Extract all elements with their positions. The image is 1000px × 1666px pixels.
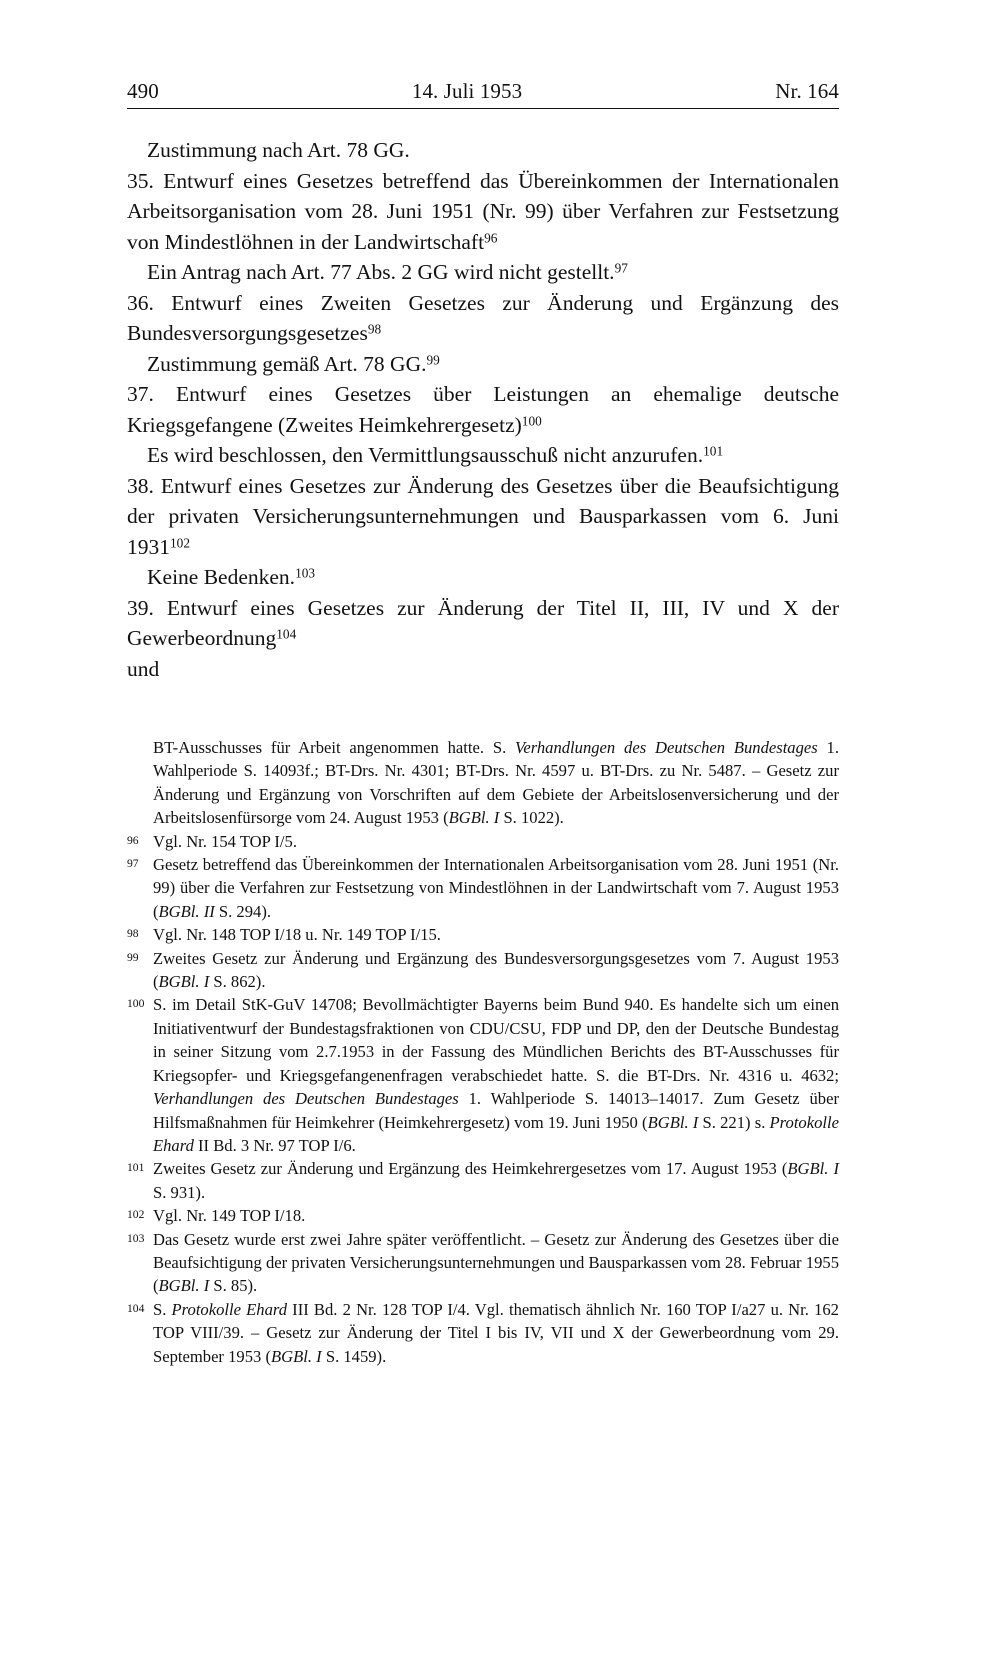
text: III Bd. 2 Nr. 128 TOP I/4. Vgl. thematisch ähnlich Nr. 160 TOP I/a27 u. Nr. 162 TOP VIII/39. – Gesetz zur Änderung der Titel I bis IV, VII und X der Gewerbeordnung vom 29. September 1953 ( [153,1299,839,1366]
text: 38. Entwurf eines Gesetzes zur Änderung des Gesetzes über die Beaufsichtigung der privaten Versicherungsunternehmungen und Bausparkassen vom 6. Juni 1931 [127,473,839,559]
text: Es wird beschlossen, den Vermittlungsausschuß nicht anzurufen. [147,443,704,467]
text: 35. Entwurf eines Gesetzes betreffend das Übereinkommen der Internationalen Arbeitsorganisation vom 28. Juni 1951 (Nr. 99) über Verfahren zur Festsetzung von Mindestlöhnen in der Landwirtschaft [127,168,839,254]
footnote-99 [127,947,839,994]
text: S. 1459). [321,1346,387,1366]
footnote-number: 100 [127,997,145,1011]
page [127,78,839,684]
italic-title: Protokolle Ehard [153,1112,839,1155]
footnote-102 [127,1204,839,1227]
footnote-number: 103 [127,1231,145,1245]
italic-title: BGBl. I [158,972,210,992]
footnote-ref[interactable]: 96 [484,229,498,245]
footnote-96 [127,830,839,853]
italic-title: BGBl. I [158,1276,210,1296]
footnote-101 [127,1157,839,1204]
footnote-number: 99 [127,950,139,964]
text: Keine Bedenken. [147,565,296,589]
footnotes [127,736,839,1368]
text: Gesetz betreffend das Übereinkommen der Internationalen Arbeitsorganisation vom 28. Juni 1951 (Nr. 99) über die Verfahren zur Festsetzung von Mindestlöhnen in der Landwirtschaft vom 7. August 1953 ( [153,855,839,921]
text: 39. Entwurf eines Gesetzes zur Änderung der Titel II, III, IV und X der Gewerbeordnung [127,595,839,650]
text: 1. Wahlperiode S. 14093f.; BT-Drs. Nr. 4301; BT-Drs. Nr. 4597 u. BT-Drs. zu Nr. 5487. – Gesetz zur Änderung und Ergänzung von Vorschriften auf dem Gebiete der Arbeitslosenversicherung und der Arbeitslosenfürsorge vom 24. August 1953 ( [153,738,840,828]
italic-title: BGBl. I [647,1112,699,1132]
text: S. 85). [209,1276,258,1296]
footnote-ref[interactable]: 104 [276,626,297,642]
resolution-text [127,135,839,166]
footnote-number: 98 [127,927,139,941]
text: S. 1022). [499,808,564,828]
footnote-ref[interactable]: 100 [521,412,542,428]
footnote-number: 96 [127,833,139,847]
page-number: 490 [127,79,159,103]
agenda-item-37 [127,379,839,440]
resolution-text [127,562,839,593]
text: S. 221) s. [698,1112,770,1132]
text: S. 931). [153,1182,206,1202]
agenda-item-35 [127,166,839,258]
text: 36. Entwurf eines Zweiten Gesetzes zur Änderung und Ergänzung des Bundesversorgungsgesetzes [127,290,839,345]
text: S. [153,1299,172,1319]
footnote-ref[interactable]: 101 [703,443,724,459]
footnote-97 [127,853,839,923]
footnote-number: 101 [127,1161,145,1175]
agenda-item-39 [127,593,839,654]
conjunction-text [127,654,839,685]
text: Vgl. Nr. 149 TOP I/18. [153,1206,306,1226]
footnote-103 [127,1228,839,1298]
footnote-number: 102 [127,1208,145,1222]
footnote-98 [127,923,839,946]
text: S. 862). [209,972,266,992]
text: BT-Ausschusses für Arbeit angenommen hatte. S. [153,738,516,757]
italic-title: BGBl. II [158,901,215,921]
header-issue-number: Nr. 164 [775,79,839,103]
resolution-text [127,257,839,288]
text: Zustimmung gemäß Art. 78 GG. [147,351,427,376]
text: Das Gesetz wurde erst zwei Jahre später veröffentlicht. – Gesetz zur Änderung des Gesetzes über die Beaufsichtigung der privaten Versicherungsunternehmungen und Bausparkassen vom 28. Februar 1955 ( [153,1229,839,1296]
agenda-item-38 [127,471,839,563]
text: Vgl. Nr. 148 TOP I/18 u. Nr. 149 TOP I/15. [153,925,441,945]
footnote-ref[interactable]: 102 [170,534,190,550]
text: II Bd. 3 Nr. 97 TOP I/6. [193,1135,356,1155]
text: und [127,656,160,681]
text: 37. Entwurf eines Gesetzes über Leistungen an ehemalige deutsche Kriegsgefangene (Zweites Heimkehrergesetz) [127,382,839,437]
footnote-number: 104 [127,1301,145,1315]
italic-title: BGBl. I [270,1346,322,1366]
footnote-number: 97 [127,857,139,871]
italic-title: BGBl. I [448,808,500,828]
agenda-item-36 [127,288,839,349]
footnote-ref[interactable]: 98 [367,321,382,337]
footnote-ref[interactable]: 97 [614,260,628,276]
text: S. im Detail StK-GuV 14708; Bevollmächtigter Bayerns beim Bund 940. Es handelte sich um einen Initiativentwurf der Bundestagsfraktionen von CDU/CSU, FDP und DP, den der Deutsche Bundestag in seiner Sitzung vom 2.7.1953 in der Fassung des Mündlichen Berichts des BT-Ausschusses für Kriegsopfer- und Kriegsgefangenenfragen verabschiedet hatte. S. die BT-Drs. Nr. 4316 u. 4632; [153,995,839,1085]
resolution-text [127,440,839,471]
italic-title: Protokolle Ehard [171,1299,288,1319]
header-date: 14. Juli 1953 [411,79,523,103]
resolution-text [127,349,839,380]
running-header [127,78,839,109]
text: Ein Antrag nach Art. 77 Abs. 2 GG wird nicht gestellt. [147,260,615,284]
text: Zweites Gesetz zur Änderung und Ergänzung des Bundesversorgungsgesetzes vom 7. August 1953 ( [153,948,839,992]
footnote-ref[interactable]: 103 [295,565,316,581]
text: 1. Wahlperiode S. 14013–14017. Zum Gesetz über Hilfsmaßnahmen für Heimkehrer (Heimkehrergesetz) vom 19. Juni 1950 ( [153,1089,839,1132]
main-text [127,135,839,684]
text: Zustimmung nach Art. 78 GG. [147,138,410,162]
text: Zweites Gesetz zur Änderung und Ergänzung des Heimkehrergesetzes vom 17. August 1953 ( [153,1159,788,1179]
text: Vgl. Nr. 154 TOP I/5. [153,831,297,851]
italic-title: Verhandlungen des Deutschen Bundestages [515,738,818,757]
italic-title: Verhandlungen des Deutschen Bundestages [153,1089,459,1109]
italic-title: BGBl. I [787,1159,839,1179]
footnote-ref[interactable]: 99 [426,351,440,367]
text: S. 294). [214,901,271,921]
footnote-continuation [127,736,839,830]
footnote-100 [127,993,839,1157]
footnote-104 [127,1298,839,1368]
